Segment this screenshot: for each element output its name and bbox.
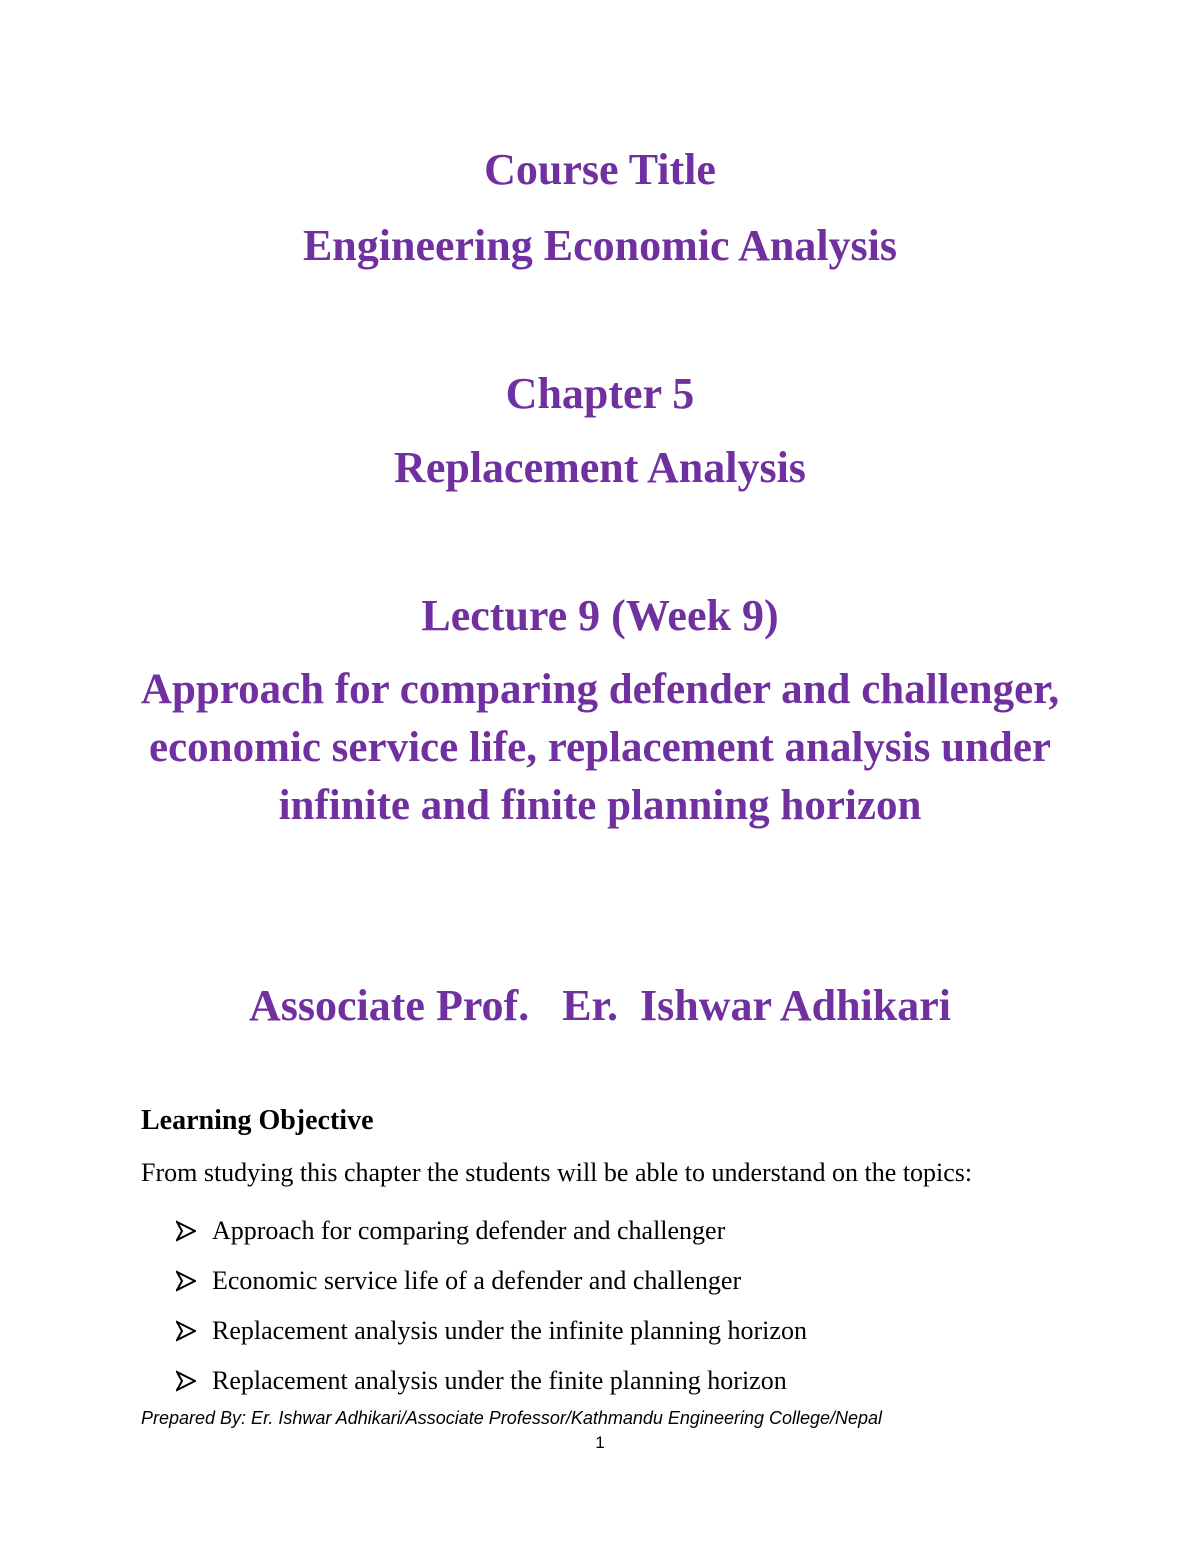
list-item <box>176 1256 807 1306</box>
lecture-topic: Approach for comparing defender and challenger, economic service life, replacement analysis under infinite and finite planning horizon <box>140 666 1060 829</box>
arrowhead-bullet-icon <box>176 1220 196 1242</box>
objective-text: Economic service life of a defender and challenger <box>212 1266 742 1295</box>
learning-objective-intro: From studying this chapter the students will be able to understand on the topics: <box>141 1158 973 1187</box>
list-item <box>176 1206 807 1256</box>
page-number: 1 <box>595 1433 605 1452</box>
list-item <box>176 1306 807 1356</box>
author-name: Associate Prof. Er. Ishwar Adhikari <box>248 981 952 1030</box>
learning-objective-heading: Learning Objective <box>141 1105 374 1136</box>
lecture-label: Lecture 9 (Week 9) <box>421 591 779 640</box>
arrowhead-bullet-icon <box>176 1370 196 1392</box>
objective-text: Approach for comparing defender and challenger <box>212 1216 726 1245</box>
objectives-list <box>176 1206 807 1406</box>
chapter-label: Chapter 5 <box>505 369 695 418</box>
chapter-name: Replacement Analysis <box>394 443 806 492</box>
objective-text: Replacement analysis under the finite planning horizon <box>212 1366 787 1395</box>
arrowhead-bullet-icon <box>176 1270 196 1292</box>
prepared-by-footer: Prepared By: Er. Ishwar Adhikari/Associate Professor/Kathmandu Engineering College/Nepal <box>141 1408 883 1428</box>
list-item <box>176 1356 807 1406</box>
course-title-label: Course Title <box>484 145 716 194</box>
arrowhead-bullet-icon <box>176 1320 196 1342</box>
objective-text: Replacement analysis under the infinite planning horizon <box>212 1316 807 1345</box>
course-name: Engineering Economic Analysis <box>302 221 898 270</box>
